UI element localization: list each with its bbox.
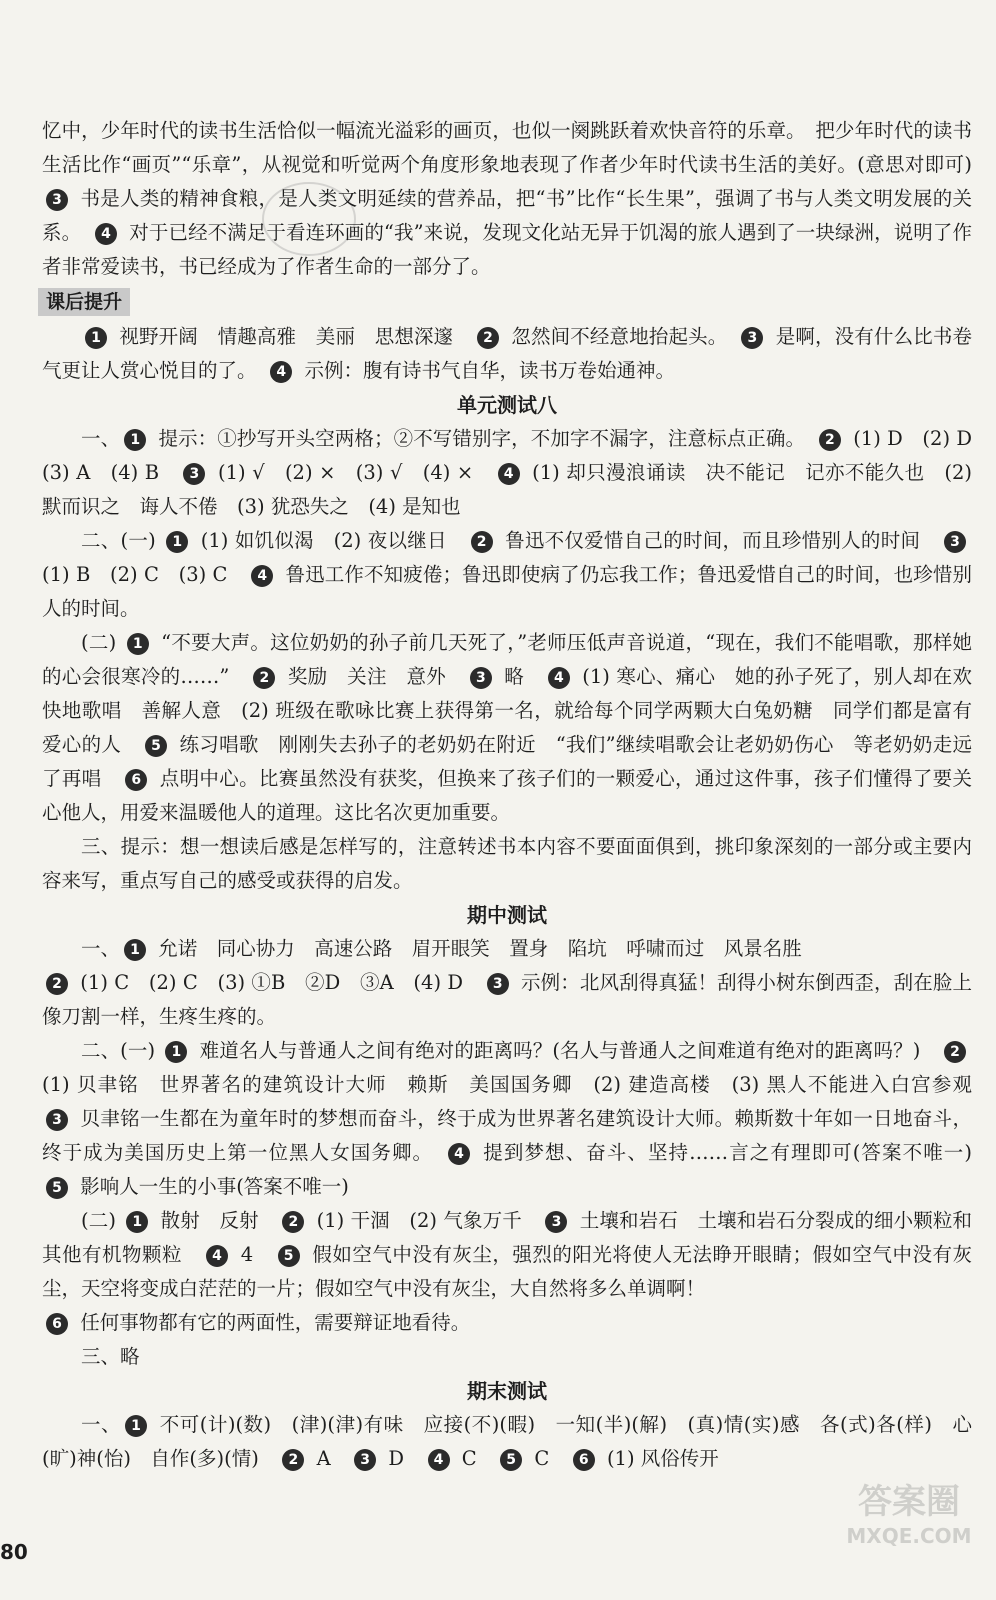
answer-paragraph: 三、提示：想一想读后感是怎样写的，注意转述书本内容不要面面俱到，挑印象深刻的一部分或主要内容来写，重点写自己的感受或获得的启发。 xyxy=(42,835,972,892)
question-number-badge: 5 xyxy=(278,1245,300,1267)
answer-text-body xyxy=(42,114,992,1476)
question-number-badge: 1 xyxy=(166,531,188,553)
question-number-badge: 2 xyxy=(819,429,841,451)
question-number-badge: 4 xyxy=(448,1143,470,1165)
answer-paragraph: 6 任何事物都有它的两面性，需要辩证地看待。 xyxy=(42,1306,972,1340)
question-number-badge: 4 xyxy=(206,1245,228,1267)
question-number-badge: 4 xyxy=(498,463,520,485)
question-number-badge: 3 xyxy=(46,189,68,211)
question-number-badge: 1 xyxy=(165,1041,187,1063)
question-number-badge: 2 xyxy=(253,667,275,689)
page-number: 80 xyxy=(0,1540,28,1564)
question-number-badge: 5 xyxy=(500,1449,522,1471)
question-number-badge: 6 xyxy=(125,769,147,791)
answer-paragraph: 三、略 xyxy=(81,1345,140,1368)
question-number-badge: 6 xyxy=(46,1313,68,1335)
site-watermark xyxy=(844,1480,974,1580)
question-number-badge: 4 xyxy=(548,667,570,689)
answer-paragraph: 二、(一) 1 (1) 如饥似渴 (2) 夜以继日 2 鲁迅不仅爱惜自己的时间，而且珍惜别人的时间 3 (1) B (2) C (3) C 4 鲁迅工作不知疲倦；鲁迅即使病了仍忘我工作；鲁迅爱惜自己的时间，也珍惜别人的时间。 xyxy=(42,529,972,620)
question-number-badge: 2 xyxy=(282,1449,304,1471)
question-number-badge: 3 xyxy=(487,973,509,995)
answer-paragraph: 一、 1 不可(计)(数) (津)(津)有味 应接(不)(暇) 一知(半)(解) (真)情(实)感 各(式)各(样) 心(旷)神(怡) 自作(多)(情) 2 A 3 D 4 C 5 C 6 (1) 风俗传开 xyxy=(42,1413,972,1470)
question-number-badge: 5 xyxy=(145,735,167,757)
question-number-badge: 5 xyxy=(46,1177,68,1199)
answer-paragraph: 一、 1 允诺 同心协力 高速公路 眉开眼笑 置身 陷坑 呼啸而过 风景名胜 xyxy=(81,937,802,960)
question-number-badge: 2 xyxy=(471,531,493,553)
question-number-badge: 1 xyxy=(126,1211,148,1233)
answer-paragraph: (二) 1 “不要大声。这位奶奶的孙子前几天死了，”老师压低声音说道，“现在，我们不能唱歌，那样她的心会很寒冷的……” 2 奖励 关注 意外 3 略 4 (1) 寒心、痛心 她的孙子死了，别人却在欢快地歌唱 善解人意 (2) 班级在歌咏比赛上获得第一名，就给每个同学两颗大白兔奶糖 同学们都是富有爱心的人 5 练习唱歌 刚刚失去孙子的老奶奶在附近 “我们”继续唱歌会让老奶奶伤心 等老奶奶走远了再唱 6 点明中心。比赛虽然没有获奖，但换来了孩子们的一颗爱心，通过这件事，孩子们懂得了要关心他人，用爱来温暖他人的道理。这比名次更加重要。 xyxy=(42,631,972,824)
question-number-badge: 3 xyxy=(944,531,966,553)
question-number-badge: 3 xyxy=(354,1449,376,1471)
section-tag: 课后提升 xyxy=(38,288,130,316)
answer-paragraph: 忆中，少年时代的读书生活恰似一幅流光溢彩的画页，也似一阕跳跃着欢快音符的乐章。 把少年时代的读书生活比作“画页”“乐章”，从视觉和听觉两个角度形象地表现了作者少年时代读书生活的美好。(意思对即可) 3 书是人类的精神食粮，是人类文明延续的营养品，把“书”比作“长生果”，强调了书与人类文明发展的关系。 4 对于已经不满足于看连环画的“我”来说，发现文化站无异于饥渴的旅人遇到了一块绿洲，说明了作者非常爱读书，书已经成为了作者生命的一部分了。 xyxy=(42,119,992,278)
section-heading: 单元测试八 xyxy=(457,393,557,417)
question-number-badge: 1 xyxy=(124,939,146,961)
answer-paragraph: 二、(一) 1 难道名人与普通人之间有绝对的距离吗？(名人与普通人之间难道有绝对的距离吗？) 2 (1) 贝聿铭 世界著名的建筑设计大师 赖斯 美国国务卿 (2) 建造高楼 (3) 黑人不能进入白宫参观 3 贝聿铭一生都在为童年时的梦想而奋斗，终于成为世界著名建筑设计大师。赖斯数十年如一日地奋斗，终于成为美国历史上第一位黑人女国务卿。 4 提到梦想、奋斗、坚持……言之有理即可(答案不唯一) 5 影响人一生的小事(答案不唯一) xyxy=(42,1039,992,1198)
section-heading: 期中测试 xyxy=(467,903,547,927)
question-number-badge: 3 xyxy=(46,1109,68,1131)
question-number-badge: 1 xyxy=(124,429,146,451)
section-heading: 期末测试 xyxy=(467,1379,547,1403)
watermark-url: MXQE.COM xyxy=(846,1524,972,1548)
question-number-badge: 3 xyxy=(741,327,763,349)
question-number-badge: 2 xyxy=(282,1211,304,1233)
question-number-badge: 3 xyxy=(183,463,205,485)
question-number-badge: 2 xyxy=(477,327,499,349)
answer-paragraph: 1 视野开阔 情趣高雅 美丽 思想深邃 2 忽然间不经意地抬起头。 3 是啊，没有什么比书卷气更让人赏心悦目的了。 4 示例：腹有诗书气自华，读书万卷始通神。 xyxy=(42,325,973,382)
question-number-badge: 3 xyxy=(545,1211,567,1233)
question-number-badge: 4 xyxy=(251,565,273,587)
question-number-badge: 2 xyxy=(46,973,68,995)
question-number-badge: 3 xyxy=(470,667,492,689)
question-number-badge: 4 xyxy=(270,361,292,383)
watermark-logo-text: 答案圈 xyxy=(858,1482,960,1522)
answer-paragraph: (二) 1 散射 反射 2 (1) 干涸 (2) 气象万千 3 土壤和岩石 土壤和岩石分裂成的细小颗粒和其他有机物颗粒 4 4 5 假如空气中没有灰尘，强烈的阳光将使人无法睁开眼睛；假如空气中没有灰尘，天空将变成白茫茫的一片；假如空气中没有灰尘，大自然将多么单调啊！ xyxy=(42,1209,973,1300)
question-number-badge: 1 xyxy=(125,1415,147,1437)
question-number-badge: 6 xyxy=(573,1449,595,1471)
question-number-badge: 1 xyxy=(85,327,107,349)
answer-paragraph: 2 (1) C (2) C (3) ①B ②D ③A (4) D 3 示例：北风刮得真猛！刮得小树东倒西歪，刮在脸上像刀割一样，生疼生疼的。 xyxy=(42,971,972,1028)
question-number-badge: 4 xyxy=(95,223,117,245)
answer-paragraph: 一、 1 提示：①抄写开头空两格；②不写错别字，不加字不漏字，注意标点正确。 2 (1) D (2) D (3) A (4) B 3 (1) √ (2) × (3) √ (4) × 4 (1) 却只漫浪诵读 决不能记 记亦不能久也 (2) 默而识之 诲人不倦 (3) 犹恐失之 (4) 是知也 xyxy=(42,427,992,518)
question-number-badge: 1 xyxy=(127,633,149,655)
section-tag-row xyxy=(42,284,972,320)
question-number-badge: 4 xyxy=(428,1449,450,1471)
question-number-badge: 2 xyxy=(944,1041,966,1063)
